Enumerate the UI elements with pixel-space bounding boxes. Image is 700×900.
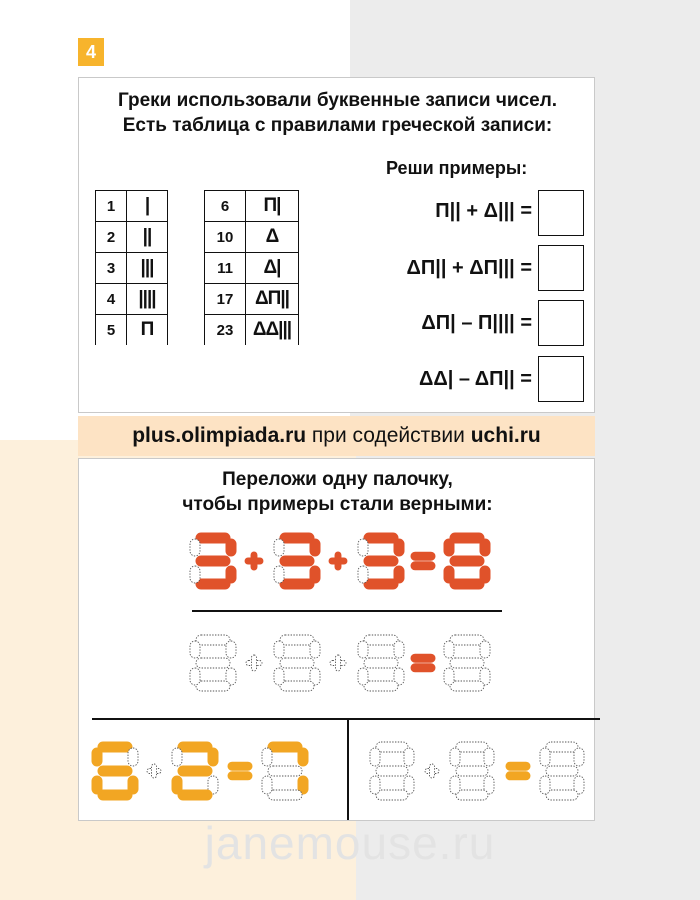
matchstick-segment[interactable]: [411, 654, 435, 662]
matchstick-segment[interactable]: [280, 681, 314, 691]
matchstick-segment[interactable]: [196, 635, 230, 645]
greek-table-row: [205, 315, 299, 346]
matchstick-segment[interactable]: [364, 556, 398, 566]
answer-box-2[interactable]: [538, 245, 584, 291]
matchstick-segment[interactable]: [172, 748, 182, 766]
matchstick-segment[interactable]: [178, 766, 212, 776]
matchstick-segment[interactable]: [450, 748, 460, 766]
answer-box-4[interactable]: [538, 356, 584, 402]
matchstick-segment[interactable]: [92, 776, 102, 794]
greek-number: 5: [96, 315, 127, 346]
digit-template[interactable]: [540, 742, 584, 800]
matchstick-segment[interactable]: [196, 579, 230, 589]
matchstick-segment[interactable]: [411, 562, 435, 570]
plus-sign-template[interactable]: [330, 655, 346, 671]
matchstick-segment[interactable]: [274, 566, 284, 583]
greek-number: 10: [205, 222, 246, 253]
equals-sign[interactable]: [506, 762, 530, 780]
matchstick-segment[interactable]: [456, 742, 488, 752]
matchstick-segment[interactable]: [358, 539, 368, 556]
greek-number: 11: [205, 253, 246, 284]
greek-symbol: Δ: [246, 222, 299, 253]
divider-top: [192, 610, 502, 612]
matchstick-segment[interactable]: [336, 655, 341, 671]
plus-sign-template[interactable]: [425, 764, 439, 778]
matchstick-segment[interactable]: [228, 762, 252, 770]
matchstick-segment[interactable]: [450, 776, 460, 794]
matchstick-segment[interactable]: [262, 748, 272, 766]
banner-site-olimpiada[interactable]: plus.olimpiada.ru: [132, 424, 307, 447]
greek-table-row: [205, 253, 299, 284]
matchstick-segment[interactable]: [208, 748, 218, 766]
divider-vertical: [347, 718, 349, 820]
divider-middle: [92, 718, 600, 720]
greek-table-row: [205, 191, 299, 222]
digit-template[interactable]: [450, 742, 494, 800]
greek-number: 3: [96, 253, 127, 284]
matchstick-segment[interactable]: [370, 748, 380, 766]
problem-2: ΔП|| + ΔП||| =: [406, 257, 532, 279]
answer-box-1[interactable]: [538, 190, 584, 236]
digit-6[interactable]: [92, 742, 138, 800]
digit-template[interactable]: [190, 635, 236, 691]
banner-middle-text: при содействии: [306, 424, 471, 447]
matchstick-segment[interactable]: [404, 748, 414, 766]
plus-sign[interactable]: [245, 552, 263, 570]
plus-sign-template[interactable]: [246, 655, 262, 671]
greek-symbol: |: [127, 191, 168, 222]
plus-sign-template[interactable]: [147, 764, 161, 778]
matchstick-segment[interactable]: [411, 664, 435, 672]
digit-7[interactable]: [262, 742, 308, 800]
matchstick-segment[interactable]: [335, 552, 341, 570]
matchstick-segment[interactable]: [262, 776, 272, 794]
matchstick-segment[interactable]: [128, 748, 138, 766]
greek-symbol: ||||: [127, 284, 168, 315]
matchstick-heading-line1: Переложи одну палочку,: [222, 469, 453, 490]
matchstick-segment[interactable]: [226, 539, 236, 556]
matchstick-segment[interactable]: [364, 658, 398, 668]
matchstick-segment[interactable]: [190, 539, 200, 556]
matchstick-segment[interactable]: [268, 742, 302, 752]
solve-heading: Реши примеры:: [386, 158, 528, 178]
greek-number: 1: [96, 191, 127, 222]
matchstick-segment[interactable]: [310, 641, 320, 658]
matchstick-segment[interactable]: [268, 790, 302, 800]
matchstick-segment[interactable]: [480, 539, 490, 556]
greek-table-right: [204, 190, 299, 345]
greek-number: 4: [96, 284, 127, 315]
matchstick-segment[interactable]: [394, 539, 404, 556]
matchstick-segment[interactable]: [196, 658, 230, 668]
matchstick-segment[interactable]: [546, 790, 578, 800]
matchstick-segment[interactable]: [364, 635, 398, 645]
matchstick-segment[interactable]: [190, 566, 200, 583]
matchstick-segment[interactable]: [280, 658, 314, 668]
problem-3: ΔП| – П|||| =: [421, 312, 532, 334]
equation-3: [90, 738, 330, 804]
greek-number: 2: [96, 222, 127, 253]
matchstick-segment[interactable]: [450, 635, 484, 645]
greek-table-row: [96, 222, 168, 253]
banner-site-uchi[interactable]: uchi.ru: [470, 424, 541, 447]
matchstick-segment[interactable]: [506, 772, 530, 780]
digit-template[interactable]: [358, 635, 404, 691]
answer-box-3[interactable]: [538, 300, 584, 346]
matchstick-segment[interactable]: [251, 552, 257, 570]
matchstick-segment[interactable]: [430, 764, 435, 778]
greek-symbol: ||: [127, 222, 168, 253]
digit-8[interactable]: [444, 533, 490, 589]
matchstick-segment[interactable]: [450, 533, 484, 543]
digit-template[interactable]: [444, 635, 490, 691]
digit-template[interactable]: [370, 742, 414, 800]
matchstick-segment[interactable]: [190, 641, 200, 658]
equals-sign[interactable]: [411, 552, 435, 570]
matchstick-segment[interactable]: [98, 742, 132, 752]
greek-table-left: [95, 190, 168, 345]
matchstick-segment[interactable]: [506, 762, 530, 770]
matchstick-segment[interactable]: [358, 668, 368, 685]
matchstick-segment[interactable]: [450, 556, 484, 566]
greek-intro-line2: Есть таблица с правилами греческой записи:: [122, 115, 553, 136]
matchstick-segment[interactable]: [456, 766, 488, 776]
matchstick-heading-line2: чтобы примеры стали верными:: [182, 494, 493, 515]
matchstick-segment[interactable]: [178, 790, 212, 800]
digit-3[interactable]: [274, 533, 320, 589]
problem-4: ΔΔ| – ΔП|| =: [418, 368, 532, 390]
digit-template[interactable]: [274, 635, 320, 691]
greek-number: 17: [205, 284, 246, 315]
matchstick-segment[interactable]: [310, 539, 320, 556]
matchstick-segment[interactable]: [484, 748, 494, 766]
matchstick-segment[interactable]: [546, 742, 578, 752]
task-number-badge: 4: [78, 38, 104, 66]
matchstick-segment[interactable]: [411, 552, 435, 560]
greek-number: 23: [205, 315, 246, 346]
matchstick-segment[interactable]: [228, 772, 252, 780]
matchstick-segment[interactable]: [376, 790, 408, 800]
matchstick-segment[interactable]: [370, 776, 380, 794]
matchstick-segment[interactable]: [280, 533, 314, 543]
equals-sign[interactable]: [411, 654, 435, 672]
digit-3[interactable]: [190, 533, 236, 589]
matchstick-segment[interactable]: [364, 681, 398, 691]
matchstick-segment[interactable]: [450, 658, 484, 668]
matchstick-segment[interactable]: [280, 579, 314, 589]
matchstick-segment[interactable]: [540, 748, 550, 766]
greek-table-row: [205, 284, 299, 315]
matchstick-segment[interactable]: [358, 641, 368, 658]
matchstick-segment[interactable]: [456, 790, 488, 800]
matchstick-segment[interactable]: [98, 766, 132, 776]
matchstick-segment[interactable]: [444, 566, 454, 583]
matchstick-segment[interactable]: [196, 681, 230, 691]
matchstick-segment[interactable]: [444, 641, 454, 658]
digit-3[interactable]: [358, 533, 404, 589]
equation-4: [368, 738, 598, 804]
matchstick-segment[interactable]: [574, 748, 584, 766]
greek-symbol: П: [127, 315, 168, 346]
equation-2: [188, 632, 508, 694]
greek-table-row: [96, 284, 168, 315]
matchstick-segment[interactable]: [268, 766, 302, 776]
matchstick-segment[interactable]: [444, 539, 454, 556]
watermark: janemouse.ru: [204, 817, 496, 869]
equation-1: [188, 530, 508, 592]
matchstick-segment[interactable]: [178, 742, 212, 752]
matchstick-segment[interactable]: [152, 764, 157, 778]
greek-table-row: [205, 222, 299, 253]
matchstick-segment[interactable]: [546, 766, 578, 776]
matchstick-segment[interactable]: [92, 748, 102, 766]
matchstick-segment[interactable]: [376, 742, 408, 752]
greek-symbol: П|: [246, 191, 299, 222]
matchstick-segment[interactable]: [450, 579, 484, 589]
matchstick-segment[interactable]: [280, 635, 314, 645]
matchstick-segment[interactable]: [358, 566, 368, 583]
sponsor-banner: [78, 416, 595, 456]
matchstick-segment[interactable]: [226, 641, 236, 658]
matchstick-segment[interactable]: [98, 790, 132, 800]
digit-2[interactable]: [172, 742, 218, 800]
matchstick-segment[interactable]: [274, 641, 284, 658]
matchstick-segment[interactable]: [274, 668, 284, 685]
matchstick-segment[interactable]: [252, 655, 257, 671]
matchstick-segment[interactable]: [280, 556, 314, 566]
matchstick-segment[interactable]: [540, 776, 550, 794]
greek-table-row: [96, 191, 168, 222]
matchstick-segment[interactable]: [196, 533, 230, 543]
greek-symbol: ΔΔ|||: [246, 315, 299, 346]
matchstick-segment[interactable]: [480, 641, 490, 658]
matchstick-segment[interactable]: [274, 539, 284, 556]
matchstick-segment[interactable]: [450, 681, 484, 691]
greek-symbol: |||: [127, 253, 168, 284]
problem-1: П|| + Δ||| =: [435, 200, 532, 222]
matchstick-segment[interactable]: [376, 766, 408, 776]
matchstick-segment[interactable]: [190, 668, 200, 685]
greek-table-row: [96, 315, 168, 346]
equals-sign[interactable]: [228, 762, 252, 780]
greek-intro-line1: Греки использовали буквенные записи чисел.: [117, 90, 558, 111]
matchstick-segment[interactable]: [196, 556, 230, 566]
matchstick-segment[interactable]: [298, 748, 308, 766]
plus-sign[interactable]: [329, 552, 347, 570]
matchstick-segment[interactable]: [394, 641, 404, 658]
greek-numbers-panel: [78, 77, 595, 413]
matchstick-segment[interactable]: [364, 579, 398, 589]
matchstick-segment[interactable]: [444, 668, 454, 685]
greek-number: 6: [205, 191, 246, 222]
greek-symbol: Δ|: [246, 253, 299, 284]
matchstick-segment[interactable]: [172, 776, 182, 794]
matchstick-segment[interactable]: [364, 533, 398, 543]
greek-symbol: ΔП||: [246, 284, 299, 315]
greek-table-row: [96, 253, 168, 284]
